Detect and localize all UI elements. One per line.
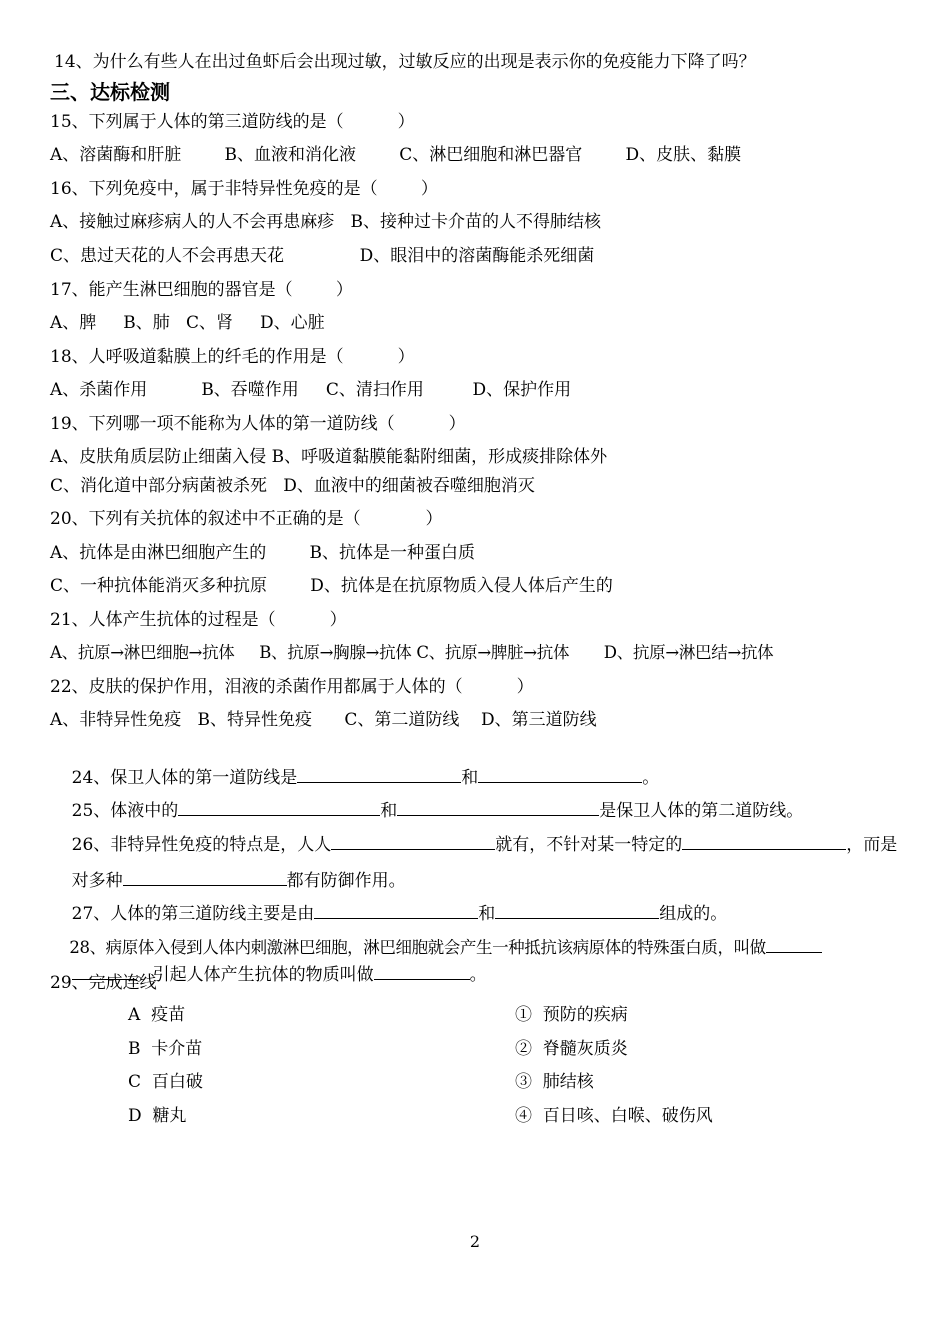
question-14: 14、为什么有些人在出过鱼虾后会出现过敏，过敏反应的出现是表示你的免疫能力下降了吗？	[54, 52, 756, 72]
q24-text-c: 。	[642, 768, 660, 788]
question-22-stem: 22、皮肤的保护作用，泪液的杀菌作用都属于人体的（ ）	[50, 677, 534, 697]
q28-text-b: 。引起人体产生抗体的物质叫做	[135, 965, 374, 985]
question-18-stem: 18、人呼吸道黏膜上的纤毛的作用是（ ）	[50, 347, 415, 367]
question-20-options-2: C、一种抗体能消灭多种抗原 D、抗体是在抗原物质入侵人体后产生的	[50, 576, 613, 596]
section-title: 三、达标检测	[50, 80, 170, 104]
question-18-options: A、杀菌作用 B、吞噬作用 C、清扫作用 D、保护作用	[50, 380, 572, 400]
question-16-options-1: A、接触过麻疹病人的人不会再患麻疹 B、接种过卡介苗的人不得肺结核	[50, 212, 601, 232]
q25-text-c: 是保卫人体的第二道防线。	[599, 801, 804, 821]
q27-text-c: 组成的。	[659, 904, 728, 924]
q26-text-c: ，而是	[846, 835, 898, 855]
page-number: 2	[469, 1232, 481, 1251]
q26-text-b: 就有，不针对某一特定的	[495, 835, 683, 855]
answer-blank[interactable]	[766, 935, 822, 953]
q28-text-c: 。	[469, 965, 487, 985]
q24-text-b: 和	[461, 768, 479, 788]
question-19-options-2: C、消化道中部分病菌被杀死 D、血液中的细菌被吞噬细胞消灭	[50, 476, 535, 496]
question-19-options-1: A、皮肤角质层防止细菌入侵 B、呼吸道黏膜能黏附细菌，形成痰排除体外	[50, 447, 608, 467]
question-29-stem: 29、完成连线	[50, 973, 157, 993]
match-right-item: ② 脊髓灰质炎	[515, 1039, 628, 1059]
match-left-item: B 卡介苗	[128, 1039, 203, 1059]
q26-text-a: 26、非特异性免疫的特点是，人人	[71, 835, 332, 855]
q26-text-d: 对多种	[71, 871, 123, 891]
q27-text-b: 和	[478, 904, 496, 924]
match-left-item: C 百白破	[128, 1072, 203, 1092]
q24-text-a: 24、保卫人体的第一道防线是	[71, 768, 298, 788]
question-22-options: A、非特异性免疫 B、特异性免疫 C、第二道防线 D、第三道防线	[50, 710, 597, 730]
question-16-stem: 16、下列免疫中，属于非特异性免疫的是（ ）	[50, 179, 438, 199]
question-20-options-1: A、抗体是由淋巴细胞产生的 B、抗体是一种蛋白质	[50, 543, 475, 563]
answer-blank[interactable]	[374, 962, 470, 980]
q26-text-e: 都有防御作用。	[286, 871, 406, 891]
question-15-options: A、溶菌酶和肝脏 B、血液和消化液 C、淋巴细胞和淋巴器官 D、皮肤、黏膜	[50, 145, 742, 165]
match-right-item: ④ 百日咳、白喉、破伤风	[515, 1106, 713, 1126]
q25-text-b: 和	[380, 801, 398, 821]
question-21-options: A、抗原→淋巴细胞→抗体 B、抗原→胸腺→抗体 C、抗原→脾脏→抗体 D、抗原→淋巴结→抗体	[50, 643, 774, 662]
q27-text-a: 27、人体的第三道防线主要是由	[71, 904, 315, 924]
question-19-stem: 19、下列哪一项不能称为人体的第一道防线（ ）	[50, 414, 466, 434]
q28-text-a: 28、病原体入侵到人体内刺激淋巴细胞，淋巴细胞就会产生一种抵抗该病原体的特殊蛋白质，叫做	[69, 938, 766, 957]
question-17-stem: 17、能产生淋巴细胞的器官是（ ）	[50, 280, 353, 300]
match-left-item: A 疫苗	[128, 1005, 186, 1025]
question-15-stem: 15、下列属于人体的第三道防线的是（ ）	[50, 112, 415, 132]
q25-text-a: 25、体液中的	[71, 801, 179, 821]
answer-blank[interactable]	[682, 832, 846, 850]
question-21-stem: 21、人体产生抗体的过程是（ ）	[50, 610, 347, 630]
question-20-stem: 20、下列有关抗体的叙述中不正确的是（ ）	[50, 509, 443, 529]
question-17-options: A、脾 B、肺 C、肾 D、心脏	[50, 313, 325, 333]
question-16-options-2: C、患过天花的人不会再患天花 D、眼泪中的溶菌酶能杀死细菌	[50, 246, 595, 266]
match-left-item: D 糖丸	[128, 1106, 187, 1126]
match-right-item: ① 预防的疾病	[515, 1005, 628, 1025]
match-right-item: ③ 肺结核	[515, 1072, 594, 1092]
